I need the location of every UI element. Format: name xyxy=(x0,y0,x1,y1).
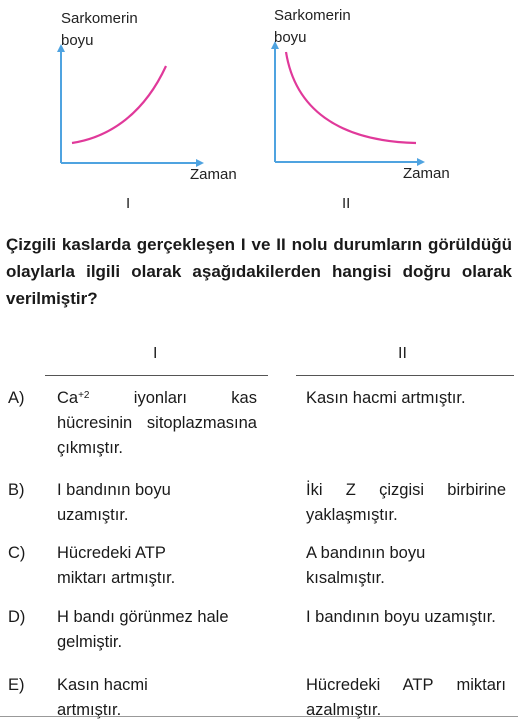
option-b-col1[interactable]: I bandının boyu uzamıştır. xyxy=(57,481,171,524)
column-rule-ii xyxy=(296,375,514,376)
option-e-letter[interactable]: E) xyxy=(8,676,25,694)
graph-i-curve xyxy=(72,66,166,143)
option-e-col2[interactable]: Hücredeki ATP miktarı azalmıştır. xyxy=(306,676,506,719)
option-a-col2[interactable]: Kasın hacmi artmıştır. xyxy=(306,389,466,407)
graph-i xyxy=(0,0,250,215)
option-c-col1[interactable]: Hücredeki ATP miktarı artmıştır. xyxy=(57,544,176,587)
option-b-letter[interactable]: B) xyxy=(8,481,25,499)
option-a-col1-sup: +2 xyxy=(78,390,90,401)
graph-ii-y-label xyxy=(274,5,351,49)
option-e-col1[interactable]: Kasın hacmi artmıştır. xyxy=(57,676,148,719)
graph-ii xyxy=(255,0,518,215)
option-a-col1-rest: iyonları kas hücresinin sitoplazmasına çıkmıştır. xyxy=(57,389,257,457)
graph-ii-y-label-line2: boyu xyxy=(274,29,307,46)
option-a-col1-base: Ca xyxy=(57,389,79,407)
option-b-col2[interactable]: İki Z çizgisi birbirine yaklaşmıştır. xyxy=(306,481,506,524)
option-c-col2[interactable]: A bandının boyu kısalmıştır. xyxy=(306,544,426,587)
graph-i-roman: I xyxy=(126,195,131,212)
column-header-i: I xyxy=(153,345,158,362)
graph-ii-y-label-line1: Sarkomerin xyxy=(274,7,351,24)
graph-ii-curve xyxy=(286,52,416,143)
column-rule-i xyxy=(45,375,268,376)
graph-ii-x-label: Zaman xyxy=(403,165,450,182)
graph-i-y-label xyxy=(61,8,138,52)
graph-ii-roman: II xyxy=(342,195,351,212)
option-d-col2[interactable]: I bandının boyu uzamıştır. xyxy=(306,608,496,626)
option-a-letter[interactable]: A) xyxy=(8,389,25,407)
column-header-ii: II xyxy=(398,345,407,362)
option-d-col1[interactable]: H bandı görünmez hale gelmiştir. xyxy=(57,608,229,651)
graph-i-x-label: Zaman xyxy=(190,166,237,183)
option-a-col1[interactable] xyxy=(57,386,257,461)
question-text: Çizgili kaslarda gerçekleşen I ve II nolu durumların görüldüğü olaylarla ilgili olarak aşağıdakilerden hangisi doğru olarak verilmiştir? xyxy=(6,235,512,308)
graph-i-y-label-line2: boyu xyxy=(61,32,94,49)
option-c-letter[interactable]: C) xyxy=(8,544,26,562)
bottom-divider xyxy=(0,716,518,717)
graph-i-y-label-line1: Sarkomerin xyxy=(61,10,138,27)
option-d-letter[interactable]: D) xyxy=(8,608,26,626)
